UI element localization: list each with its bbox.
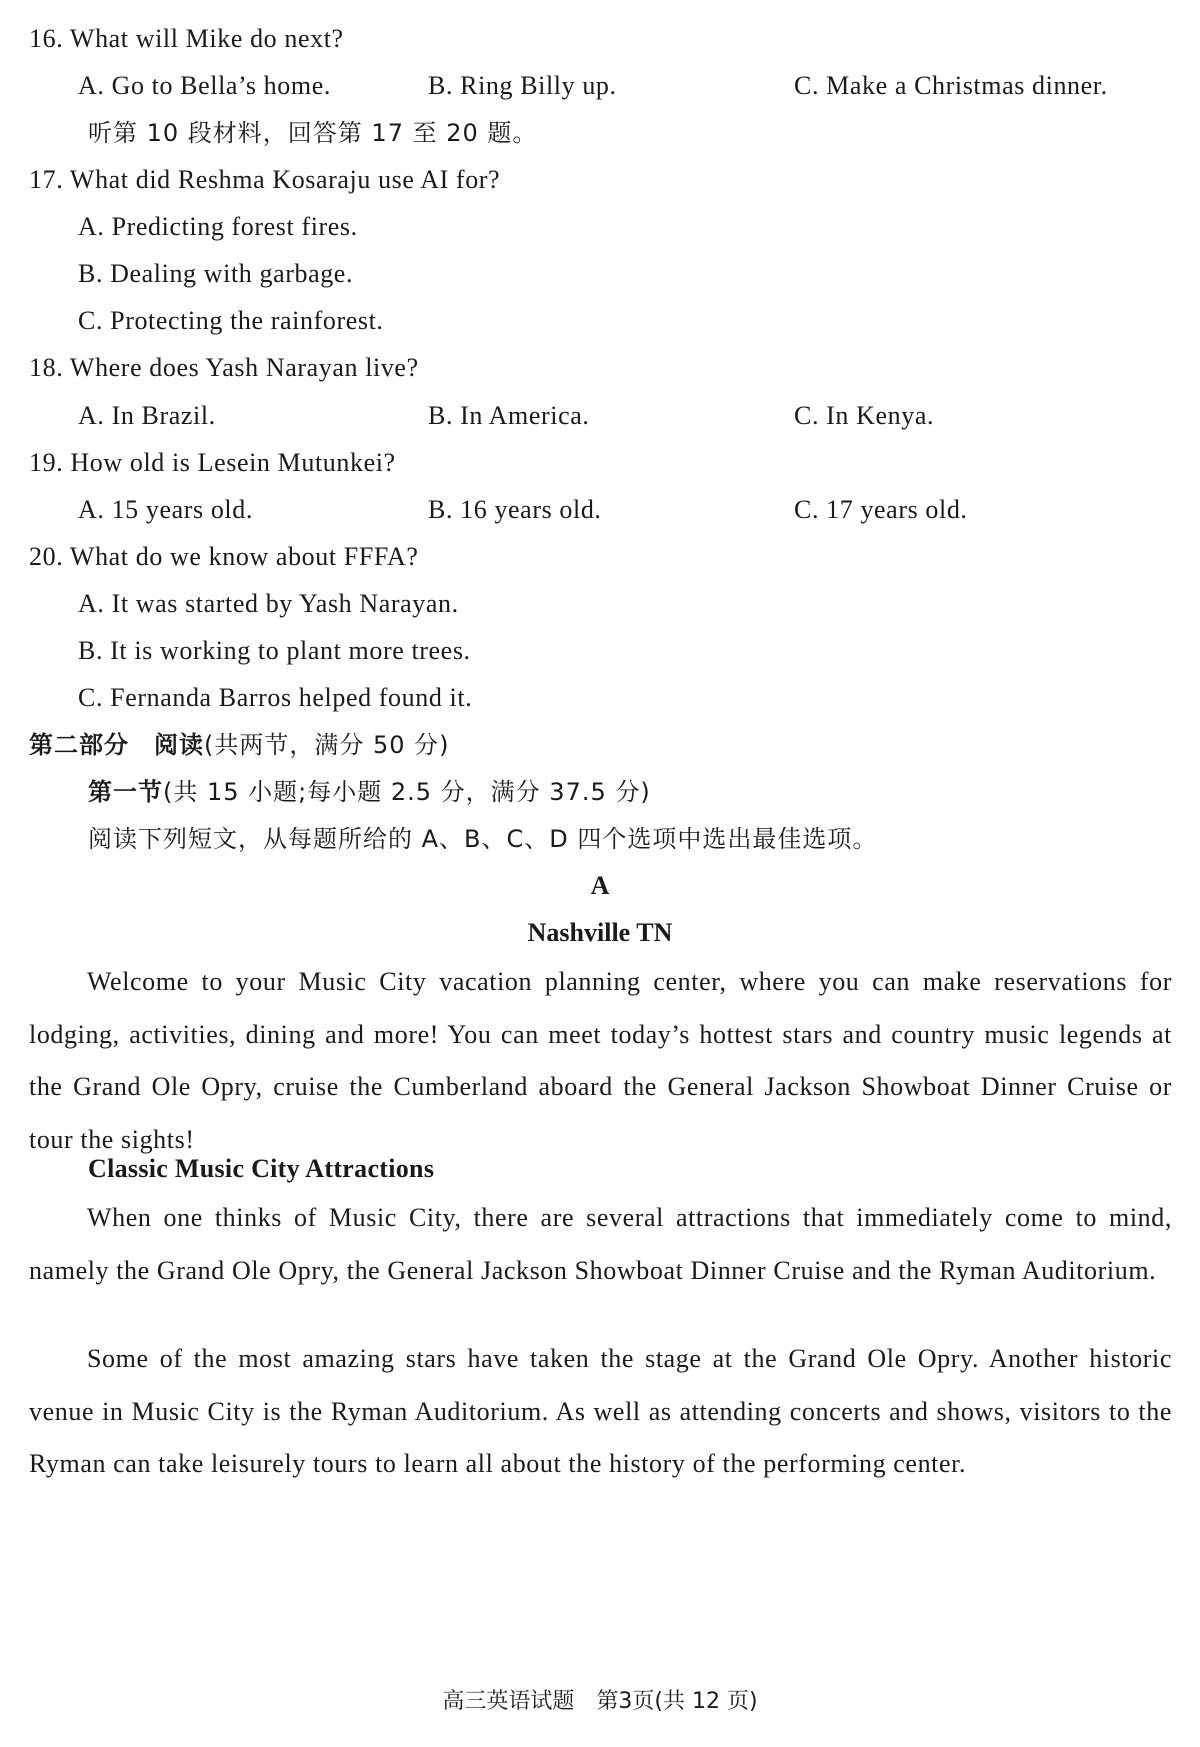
listening-instruction: 听第 10 段材料，回答第 17 至 20 题。 [88,119,538,147]
section-one-note: (共 15 小题;每小题 2.5 分，满分 37.5 分) [163,778,651,806]
part-two-title: 第二部分 阅读 [29,731,204,759]
section-one-title: 第一节 [88,778,163,806]
passage-paragraph-2: When one thinks of Music City, there are several attractions that immediately come to mind, namely the Grand Ole Opry, the General Jackson Showboat Dinner Cruise and the Ryman Auditorium. [29,1203,1172,1285]
reading-instruction: 阅读下列短文，从每题所给的 A、B、C、D 四个选项中选出最佳选项。 [88,825,878,853]
question-17-option-c: C. Protecting the rainforest. [78,306,384,335]
question-19-option-b: B. 16 years old. [428,495,602,524]
question-18-option-b: B. In America. [428,401,590,430]
question-18-option-c: C. In Kenya. [794,401,935,430]
question-16-option-b: B. Ring Billy up. [428,71,617,100]
question-19-stem: 19. How old is Lesein Mutunkei? [29,448,396,477]
question-17-stem: 17. What did Reshma Kosaraju use AI for? [29,165,501,194]
page-footer: 高三英语试题 第3页(共 12 页) [442,1689,758,1714]
section-one-heading [88,775,651,809]
passage-paragraph-3: Some of the most amazing stars have taken the stage at the Grand Ole Opry. Another historic venue in Music City is the Ryman Auditorium. As well as attending concerts and shows, visitors to the Ryman can take leisurely tours to learn all about the history of the performing center. [29,1344,1172,1479]
passage-letter: A [590,871,610,900]
part-two-note: (共两节，满分 50 分) [204,731,450,759]
passage-paragraph-1: Welcome to your Music City vacation planning center, where you can make reservations for lodging, activities, dining and more! You can meet today’s hottest stars and country music legends at the Grand Ole Opry, cruise the Cumberland aboard the General Jackson Showboat Dinner Cruise or tour the sights! [29,967,1172,1154]
question-19-option-c: C. 17 years old. [794,495,968,524]
question-20-option-b: B. It is working to plant more trees. [78,636,471,665]
question-20-stem: 20. What do we know about FFFA? [29,542,419,571]
question-17-option-a: A. Predicting forest fires. [78,212,358,241]
question-16-option-c: C. Make a Christmas dinner. [794,71,1108,100]
passage-title: Nashville TN [527,918,673,947]
part-two-heading [29,728,450,762]
question-19-option-a: A. 15 years old. [78,495,253,524]
question-17-option-b: B. Dealing with garbage. [78,259,354,288]
question-16-stem: 16. What will Mike do next? [29,24,344,53]
question-20-option-a: A. It was started by Yash Narayan. [78,589,459,618]
question-20-option-c: C. Fernanda Barros helped found it. [78,683,473,712]
question-18-option-a: A. In Brazil. [78,401,216,430]
question-16-option-a: A. Go to Bella’s home. [78,71,331,100]
passage-subheading: Classic Music City Attractions [88,1154,435,1183]
question-18-stem: 18. Where does Yash Narayan live? [29,353,419,382]
